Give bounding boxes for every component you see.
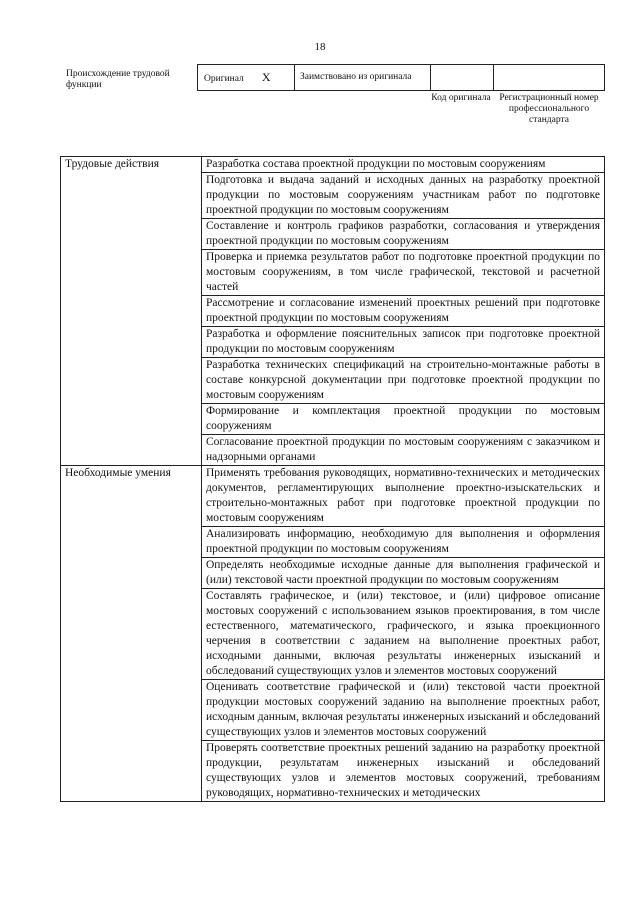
list-item: Составлять графическое, и (или) текстовое, и (или) цифровое описание мостовых сооружений с использованием языков проектирования, в том числе естественного, математического, графического, и языка проекционного черчения в соответствии с заданием на выполнение проектных работ, исходными данными, включая результаты инженерных изысканий и обследований существующих узлов и элементов мостовых сооружений bbox=[202, 589, 605, 680]
list-item: Формирование и комплектация проектной продукции по мостовым сооружениям bbox=[202, 404, 605, 435]
page-number: 18 bbox=[314, 41, 326, 53]
section-label: Необходимые умения bbox=[61, 466, 202, 802]
origin-label: Происхождение трудовой функции bbox=[66, 69, 170, 90]
table-row bbox=[61, 466, 605, 527]
section-label: Трудовые действия bbox=[61, 157, 202, 466]
list-item: Проверка и приемка результатов работ по подготовке проектной продукции по мостовым сооружениям, в том числе графической, текстовой и расчетной частей bbox=[202, 250, 605, 296]
list-item: Разработка технических спецификаций на строительно-монтажные работы в составе конкурсной документации при подготовке проектной продукции по мостовым сооружениям bbox=[202, 358, 605, 404]
reg-number-label: Регистрационный номер профессионального стандарта bbox=[499, 93, 599, 125]
code-label: Код оригинала bbox=[431, 93, 491, 103]
list-item: Подготовка и выдача заданий и исходных данных на разработку проектной продукции по мостовым сооружениям участникам работ по подготовке проектной продукции по мостовым сооружениям bbox=[202, 173, 605, 219]
origin-table bbox=[197, 64, 605, 91]
code-cell bbox=[431, 65, 494, 91]
list-item: Разработка состава проектной продукции по мостовым сооружениям bbox=[202, 157, 605, 173]
list-item: Проверять соответствие проектных решений заданию на разработку проектной продукции, результатам инженерных изысканий и обследований существующих узлов и элементов мостовых сооружений, требованиям руководящих, нормативно-технических и методических bbox=[202, 741, 605, 802]
list-item: Разработка и оформление пояснительных записок при подготовке проектной продукции по мостовым сооружениям bbox=[202, 327, 605, 358]
list-item: Анализировать информацию, необходимую для выполнения и оформления проектной продукции по мостовым сооружениям bbox=[202, 527, 605, 558]
function-table bbox=[60, 156, 605, 802]
table-row bbox=[61, 157, 605, 173]
list-item: Оценивать соответствие графической и (или) текстовой части проектной продукции мостовых сооружений заданию на выполнение проектных работ, исходным данным, включая результаты инженерных изысканий и обследований существующих узлов и элементов мостовых сооружений bbox=[202, 680, 605, 741]
list-item: Составление и контроль графиков разработки, согласования и утверждения проектной продукции по мостовым сооружениям bbox=[202, 219, 605, 250]
list-item: Применять требования руководящих, нормативно-технических и методических документов, регламентирующих выполнение проектно-изыскательских и строительно-монтажных работ при подготовке проектной продукции по мостовым сооружениям bbox=[202, 466, 605, 527]
reg-number-cell bbox=[494, 65, 605, 91]
list-item: Определять необходимые исходные данные для выполнения графической и (или) текстовой части проектной продукции по мостовым сооружениям bbox=[202, 558, 605, 589]
list-item: Согласование проектной продукции по мостовым сооружениям с заказчиком и надзорными органами bbox=[202, 435, 605, 466]
original-cell bbox=[198, 65, 295, 91]
original-mark: X bbox=[261, 70, 271, 84]
borrowed-cell: Заимствовано из оригинала bbox=[295, 65, 431, 91]
original-label: Оригинал bbox=[204, 74, 244, 84]
list-item: Рассмотрение и согласование изменений проектных решений при подготовке проектной продукции по мостовым сооружениям bbox=[202, 296, 605, 327]
